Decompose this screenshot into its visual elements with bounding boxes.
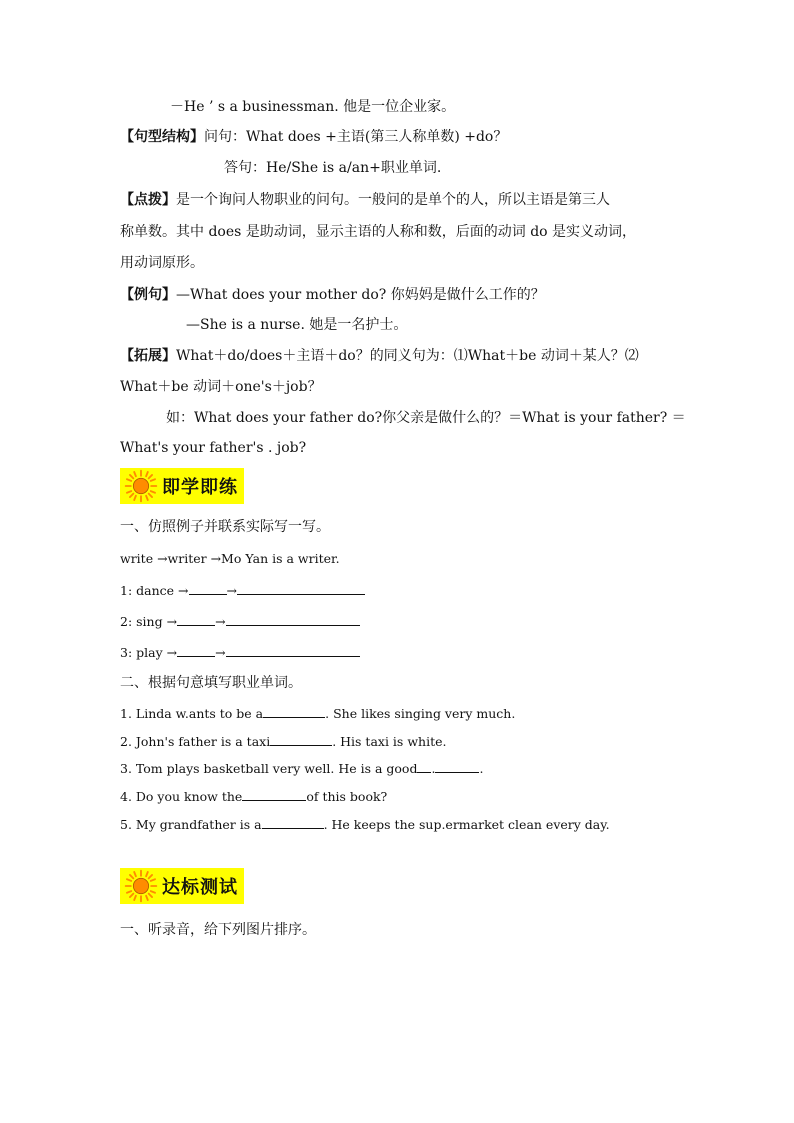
blank-3b[interactable] xyxy=(226,642,360,657)
blank-1a[interactable] xyxy=(189,580,227,595)
item-2-word: 2: sing → xyxy=(120,614,178,629)
blank-2b[interactable] xyxy=(226,611,360,626)
item-text: 5. My grandfather is a xyxy=(120,817,262,832)
item-text: 1. Linda w.ants to be a xyxy=(120,706,264,721)
section2-item-1 xyxy=(120,703,515,724)
blank-2a[interactable] xyxy=(177,611,215,626)
section1-item-3 xyxy=(120,642,360,663)
section2-heading: 二、根据句意填写职业单词。 xyxy=(120,675,302,691)
section-banner-test xyxy=(120,868,244,904)
extend-line-3: 如：What does your father do?你父亲是做什么的？＝What is your father? ＝ xyxy=(166,410,686,426)
blank-3a[interactable] xyxy=(177,642,215,657)
section2-item-2 xyxy=(120,731,446,752)
tips-line-2: 称单数。其中 does 是助动词，显示主语的人称和数，后面的动词 do 是实义动词， xyxy=(120,224,637,240)
arrow: → xyxy=(215,614,226,629)
section2-item-4 xyxy=(120,786,387,807)
item-text: . xyxy=(479,761,484,776)
section1-item-2 xyxy=(120,611,360,632)
banner-title-test: 达标测试 xyxy=(162,877,238,898)
sun-icon xyxy=(124,869,158,903)
section1-heading: 一、仿照例子并联系实际写一写。 xyxy=(120,519,330,535)
item-3-word: 3: play → xyxy=(120,645,178,660)
extend-line-2: What＋be 动词＋one's＋job？ xyxy=(120,379,322,395)
sun-icon xyxy=(124,469,158,503)
banner-title-practice: 即学即练 xyxy=(162,477,238,498)
arrow: → xyxy=(215,645,226,660)
extend-text-1: What＋do/does＋主语＋do？的同义句为：⑴What＋be 动词＋某人？⑵ xyxy=(176,348,639,364)
blank-q3a[interactable] xyxy=(417,758,431,773)
section2-item-5 xyxy=(120,814,610,835)
section3-heading: 一、听录音，给下列图片排序。 xyxy=(120,922,316,938)
extend-line-4: What's your father's . job? xyxy=(120,440,307,456)
section-banner-practice xyxy=(120,468,244,504)
tips-label: 【点拨】 xyxy=(120,192,176,208)
section1-item-1 xyxy=(120,580,365,601)
structure-line xyxy=(120,127,507,147)
blank-q4[interactable] xyxy=(242,786,306,801)
example-answer-line: －He ’ s a businessman. 他是一位企业家。 xyxy=(170,99,456,115)
item-text: 3. Tom plays basketball very well. He is a good xyxy=(120,761,418,776)
example-label: 【例句】 xyxy=(120,287,176,303)
structure-label: 【句型结构】 xyxy=(120,129,204,145)
blank-q2[interactable] xyxy=(270,731,332,746)
item-text: . She likes singing very much. xyxy=(325,706,516,721)
item-1-word: 1: dance → xyxy=(120,583,189,598)
example-line xyxy=(120,285,545,305)
tips-line-1 xyxy=(120,190,610,210)
example-question: —What does your mother do? 你妈妈是做什么工作的？ xyxy=(176,287,545,303)
item-text: . He keeps the sup.ermarket clean every day. xyxy=(323,817,610,832)
structure-question: 问句：What does +主语(第三人称单数) +do？ xyxy=(204,129,508,145)
blank-q5[interactable] xyxy=(262,814,324,829)
item-text: . His taxi is white. xyxy=(332,734,447,749)
tips-line-3: 用动词原形。 xyxy=(120,255,204,271)
item-text: 4. Do you know the xyxy=(120,789,243,804)
arrow: → xyxy=(226,583,237,598)
blank-1b[interactable] xyxy=(237,580,365,595)
item-text: . xyxy=(431,761,436,776)
tips-text-1: 是一个询问人物职业的问句。一般问的是单个的人，所以主语是第三人 xyxy=(176,192,610,208)
example-answer: —She is a nurse. 她是一名护士。 xyxy=(186,317,408,333)
extend-label: 【拓展】 xyxy=(120,348,176,364)
extend-line-1 xyxy=(120,346,639,366)
section2-item-3 xyxy=(120,758,483,779)
section1-example: write →writer →Mo Yan is a writer. xyxy=(120,551,340,566)
structure-answer: 答句：He/She is a/an+职业单词. xyxy=(224,160,442,176)
blank-q3b[interactable] xyxy=(435,758,479,773)
item-text: of this book? xyxy=(306,789,388,804)
blank-q1[interactable] xyxy=(263,703,325,718)
item-text: 2. John's father is a taxi xyxy=(120,734,271,749)
